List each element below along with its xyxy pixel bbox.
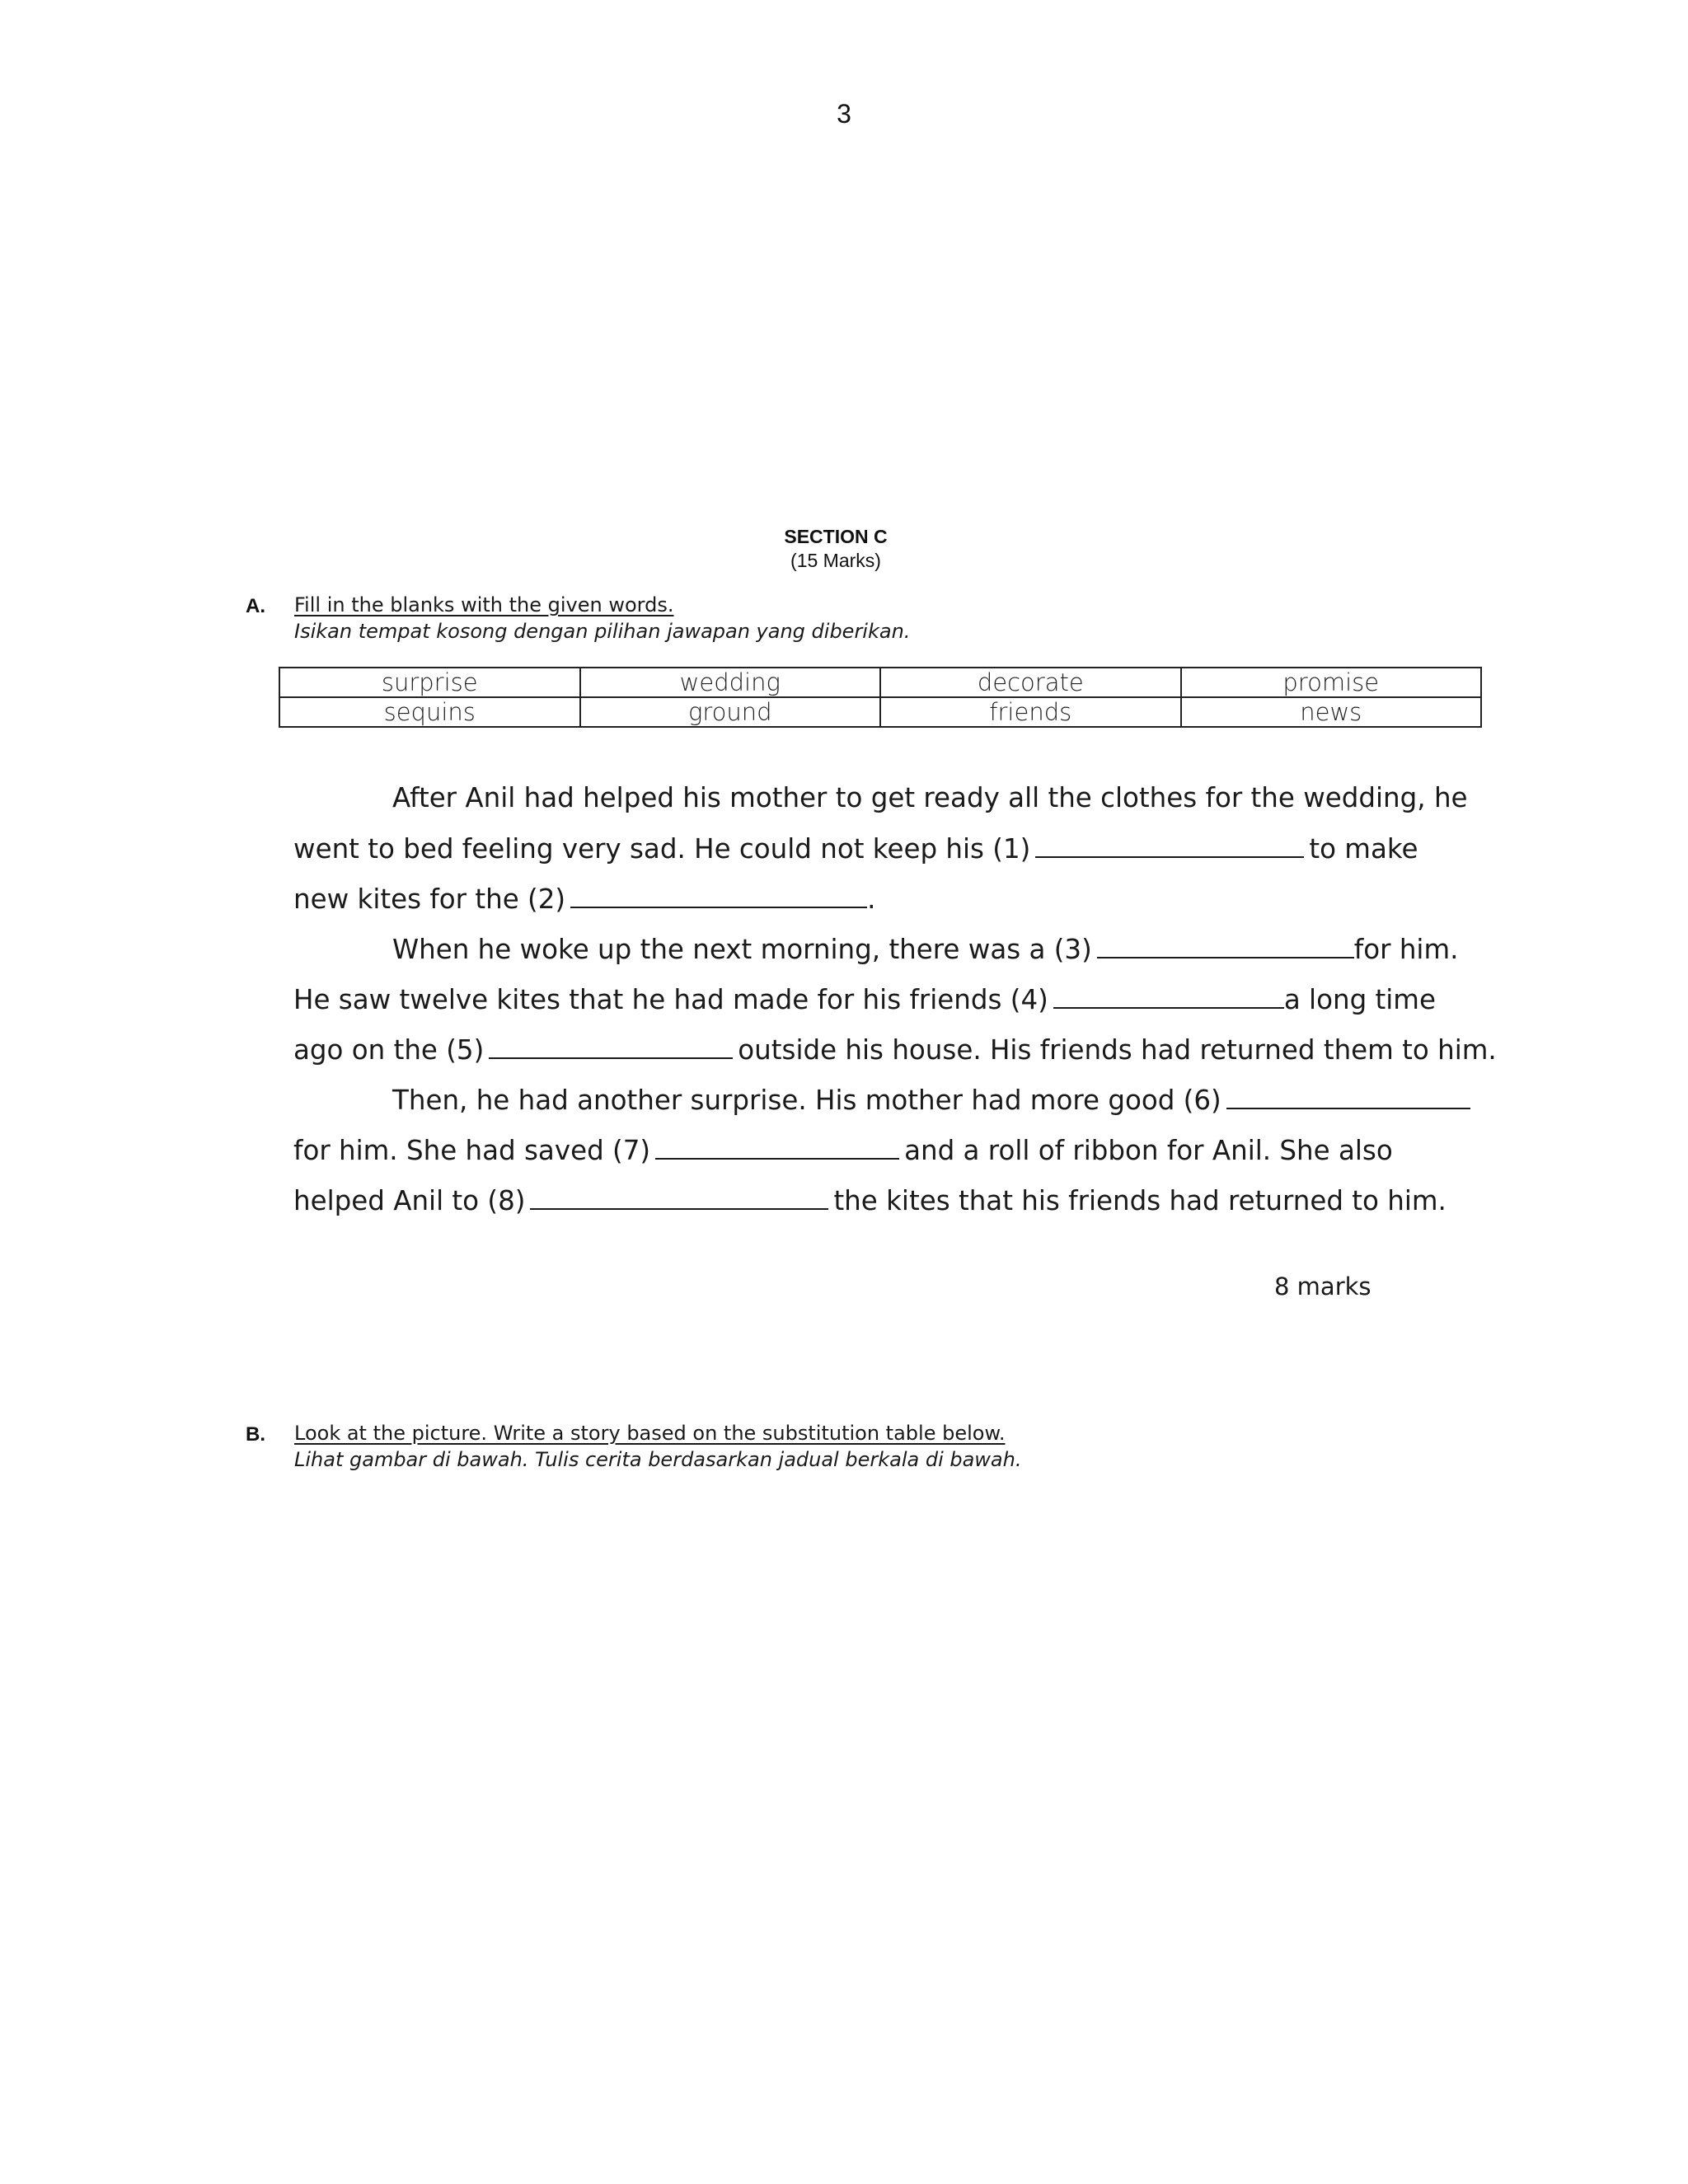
- question-a-letter: A.: [246, 595, 265, 617]
- passage-line: [293, 874, 1489, 924]
- passage-line: [293, 1175, 1489, 1226]
- passage-text: for him.: [1353, 934, 1459, 965]
- word-bank-table: [279, 667, 1482, 728]
- word-bank-cell: sequins: [279, 697, 580, 727]
- passage-text: Then, he had another surprise. His mother had more good (6): [392, 1085, 1221, 1116]
- passage-text: to make: [1309, 833, 1418, 865]
- passage-text: He saw twelve kites that he had made for his friends (4): [293, 984, 1048, 1015]
- passage-text: went to bed feeling very sad. He could not keep his (1): [293, 833, 1031, 865]
- answer-blank-5[interactable]: [489, 1024, 733, 1059]
- answer-blank-2[interactable]: [570, 874, 867, 908]
- section-marks: (15 Marks): [790, 550, 881, 571]
- passage-text: a long time: [1283, 984, 1436, 1015]
- passage-text: new kites for the (2): [293, 883, 566, 915]
- passage-line: [293, 773, 1489, 823]
- passage-line: [293, 1024, 1497, 1075]
- section-heading: [0, 524, 1672, 572]
- word-bank-row: [279, 668, 1481, 697]
- word-bank-cell: news: [1181, 697, 1482, 727]
- passage-text: for him. She had saved (7): [293, 1135, 651, 1166]
- word-bank-cell: wedding: [580, 668, 881, 697]
- passage-text: .: [867, 883, 876, 915]
- question-b-instructions: [294, 1420, 1021, 1473]
- answer-blank-1[interactable]: [1035, 823, 1304, 858]
- question-a-instructions: [294, 592, 910, 644]
- passage-text: the kites that his friends had returned to him.: [833, 1185, 1447, 1216]
- word-bank-cell: promise: [1181, 668, 1482, 697]
- word-bank-cell: friends: [880, 697, 1181, 727]
- passage-text: helped Anil to (8): [293, 1185, 526, 1216]
- answer-blank-8[interactable]: [530, 1175, 828, 1210]
- passage-line: [293, 1125, 1489, 1175]
- question-a-marks: 8 marks: [1274, 1272, 1372, 1301]
- word-bank-cell: ground: [580, 697, 881, 727]
- question-b-letter: B.: [246, 1423, 265, 1446]
- question-b-translation: Lihat gambar di bawah. Tulis cerita berdasarkan jadual berkala di bawah.: [294, 1448, 1022, 1471]
- passage-text: After Anil had helped his mother to get ready all the clothes for the wedding, he: [392, 782, 1468, 813]
- answer-blank-3[interactable]: [1097, 924, 1354, 958]
- question-b-instruction: Look at the picture. Write a story based on the substitution table below.: [294, 1422, 1006, 1445]
- cloze-passage: [293, 773, 1497, 1226]
- passage-line: [293, 1075, 1489, 1125]
- answer-blank-4[interactable]: [1053, 974, 1284, 1009]
- passage-text: and a roll of ribbon for Anil. She also: [904, 1135, 1393, 1166]
- section-title: SECTION C: [784, 526, 888, 547]
- passage-line: [293, 924, 1489, 974]
- answer-blank-6[interactable]: [1226, 1075, 1470, 1109]
- question-a-translation: Isikan tempat kosong dengan pilihan jawapan yang diberikan.: [294, 620, 911, 643]
- page-number: 3: [837, 99, 851, 129]
- answer-blank-7[interactable]: [655, 1125, 899, 1160]
- passage-line: [293, 823, 1489, 874]
- passage-text: outside his house. His friends had returned them to him.: [738, 1034, 1497, 1066]
- word-bank-cell: surprise: [279, 668, 580, 697]
- passage-line: [293, 974, 1489, 1024]
- question-a-instruction: Fill in the blanks with the given words.: [294, 593, 674, 616]
- passage-text: When he woke up the next morning, there was a (3): [392, 934, 1092, 965]
- word-bank-row: [279, 697, 1481, 727]
- word-bank-cell: decorate: [880, 668, 1181, 697]
- passage-text: ago on the (5): [293, 1034, 485, 1066]
